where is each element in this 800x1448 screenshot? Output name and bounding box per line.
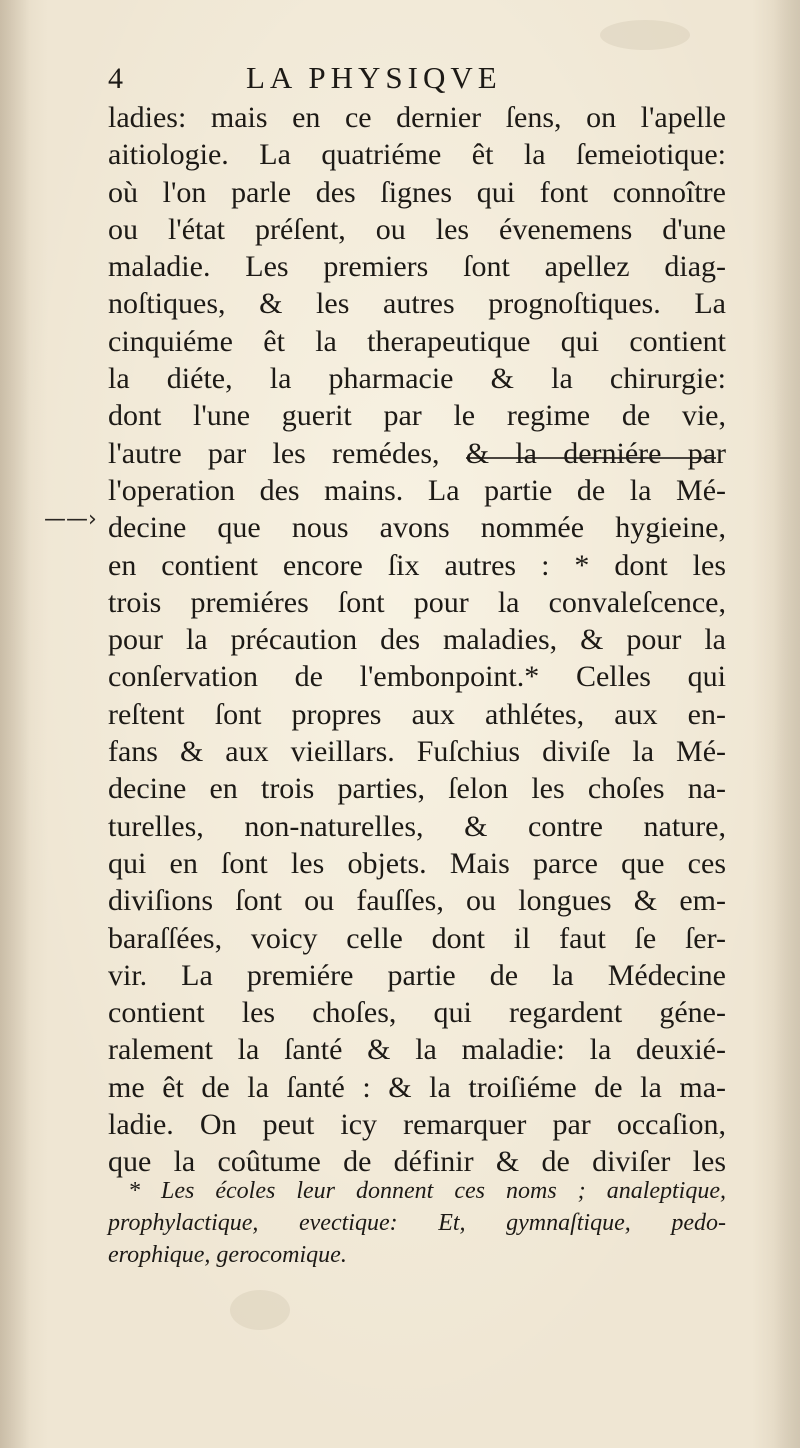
footnote-line: prophylactique, evectique: Et, gymnaſtique, pedo- (108, 1210, 726, 1236)
text-line: noſtiques, & les autres prognoſtiques. La (108, 287, 726, 321)
text-line: ladie. On peut icy remarquer par occaſion, (108, 1108, 726, 1142)
text-line: me êt de la ſanté : & la troiſiéme de la ma- (108, 1070, 726, 1104)
text-line: contient les choſes, qui regardent géne- (108, 996, 726, 1030)
page-header (108, 60, 718, 100)
footnote-line: * Les écoles leur donnent ces noms ; analeptique, (128, 1178, 726, 1204)
paper-stain (600, 20, 690, 50)
text-line: cinquiéme êt la therapeutique qui contient (108, 324, 726, 358)
text-line: pour la précaution des maladies, & pour la (108, 623, 726, 657)
text-line: ralement la ſanté & la maladie: la deuxié- (108, 1033, 726, 1067)
text-line: reſtent ſont propres aux athlétes, aux en- (108, 697, 726, 731)
text-line: ladies: mais en ce dernier ſens, on l'apelle (108, 101, 726, 134)
footnote (108, 1175, 726, 1271)
running-title: LA PHYSIQVE (246, 60, 502, 95)
paper-stain (230, 1290, 290, 1330)
text-line: turelles, non-naturelles, & contre nature, (108, 809, 726, 843)
body-text (108, 99, 726, 1181)
page-edge (774, 0, 800, 1448)
text-line: diviſions ſont ou fauſſes, ou longues & em- (108, 884, 726, 918)
text-line: aitiologie. La quatriéme êt la ſemeiotique: (108, 138, 726, 172)
text-line: fans & aux vieillars. Fuſchius diviſe la Mé- (108, 735, 726, 769)
text-line: qui en ſont les objets. Mais parce que ces (108, 846, 726, 880)
text-line: en contient encore ſix autres : * dont les (108, 548, 726, 582)
text-line: l'operation des mains. La partie de la Mé- (108, 473, 726, 507)
text-line: dont l'une guerit par le regime de vie, (108, 399, 726, 433)
footnote-line: erophique, gerocomique. (108, 1242, 347, 1268)
text-line: decine que nous avons nommée hygieine, (108, 511, 726, 545)
text-line: maladie. Les premiers ſont apellez diag- (108, 250, 726, 284)
text-line: l'autre par les remédes, & la derniére par (108, 436, 726, 470)
binding-shadow (0, 0, 30, 1448)
margin-arrow-mark: ——› (44, 507, 97, 532)
text-line: ou l'état préſent, ou les évenemens d'une (108, 212, 726, 246)
text-line: que la coûtume de définir & de diviſer les (108, 1145, 726, 1179)
page-number: 4 (108, 62, 123, 95)
text-line: où l'on parle des ſignes qui font connoître (108, 175, 726, 209)
text-line: la diéte, la pharmacie & la chirurgie: (108, 362, 726, 396)
text-line: vir. La premiére partie de la Médecine (108, 958, 726, 992)
text-line: baraſſées, voicy celle dont il faut ſe ſer- (108, 921, 726, 955)
text-line: conſervation de l'embonpoint.* Celles qui (108, 660, 726, 694)
text-line: decine en trois parties, ſelon les choſes na- (108, 772, 726, 806)
text-line: trois premiéres ſont pour la convaleſcence, (108, 585, 726, 619)
